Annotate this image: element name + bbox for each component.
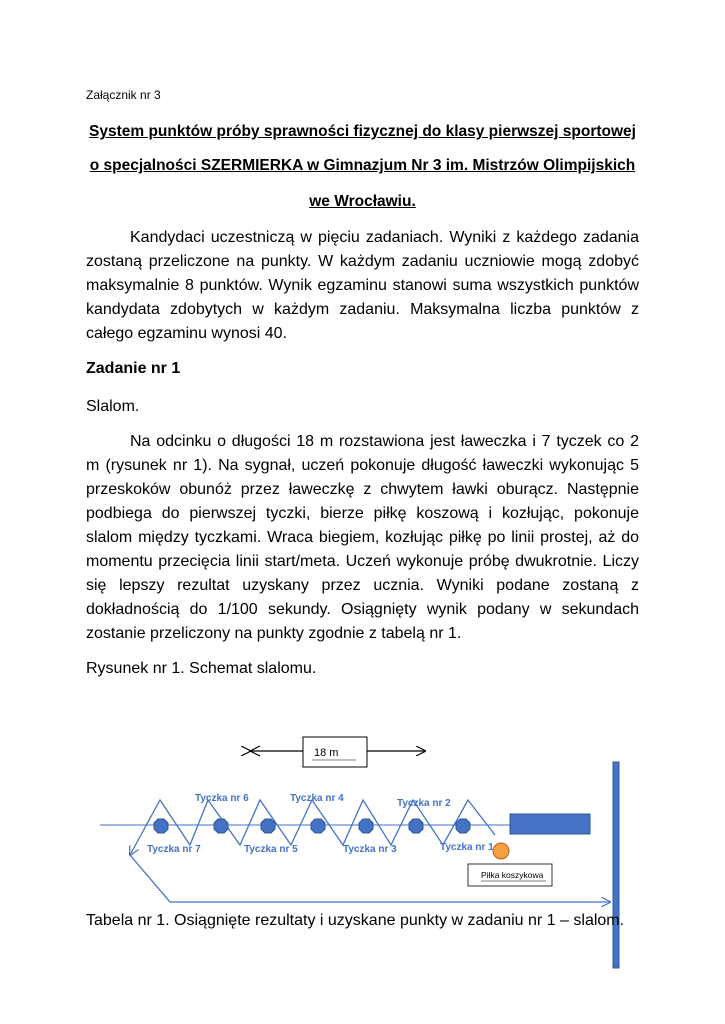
pole-1: [456, 819, 470, 833]
pole-label-4: Tyczka nr 4: [290, 793, 344, 804]
pole-7: [154, 819, 168, 833]
distance-label: 18 m: [314, 747, 339, 759]
figure-caption: Rysunek nr 1. Schemat slalomu.: [86, 660, 317, 677]
slalom-diagram: [0, 720, 725, 980]
pole-label-6: Tyczka nr 6: [195, 793, 249, 804]
pole-5: [261, 819, 275, 833]
pole-6: [214, 819, 228, 833]
attachment-label: Załącznik nr 3: [86, 88, 161, 102]
title-line-1: System punktów próby sprawności fizycznej do klasy pierwszej sportowej: [89, 123, 636, 140]
pole-label-3: Tyczka nr 3: [343, 844, 397, 855]
task1-name: Slalom.: [86, 398, 140, 415]
pole-label-2: Tyczka nr 2: [397, 798, 451, 809]
pole-label-1: Tyczka nr 1: [440, 842, 494, 853]
task1-description-paragraph: [86, 430, 639, 646]
pole-label-5: Tyczka nr 5: [244, 844, 298, 855]
pole-2: [409, 819, 423, 833]
task1-description: Na odcinku o długości 18 m rozstawiona jest ławeczka i 7 tyczek co 2 m (rysunek nr 1). Na sygnał, uczeń pokonuje długość ławeczki wykonując 5 przeskoków obunóż przez ławeczkę z chwytem ławki oburącz. Następnie podbiega do pierwszej tyczki, bierze piłkę koszową i kozłując, pokonuje slalom między tyczkami. Wraca biegiem, kozłując piłkę po linii prostej, aż do momentu przecięcia linii start/meta. Uczeń wykonuje próbę dwukrotnie. Liczy się lepszy rezultat uzyskany przez ucznia. Wyniki podane zostaną z dokładnością do 1/100 sekundy. Osiągnięty wynik podany w sekundach zostanie przeliczony na punkty zgodnie z tabelą nr 1.: [86, 433, 639, 642]
intro-paragraph: [86, 226, 639, 346]
start-finish-line: [613, 762, 619, 968]
ball-label: Piłka koszykowa: [481, 870, 544, 880]
task1-heading: Zadanie nr 1: [86, 360, 181, 377]
pole-3: [359, 819, 373, 833]
pole-4: [311, 819, 325, 833]
intro-text: Kandydaci uczestniczą w pięciu zadaniach. Wyniki z każdego zadania zostaną przeliczone na punkty. W każdym zadaniu uczniowie mogą zdobyć maksymalnie 8 punktów. Wynik egzaminu stanowi suma wszystkich punktów kandydata zdobytych w każdym zadaniu. Maksymalna liczba punktów z całego egzaminu wynosi 40.: [86, 229, 639, 342]
title-line-3: we Wrocławiu.: [309, 193, 416, 210]
bench: [510, 814, 590, 834]
pole-label-7: Tyczka nr 7: [147, 844, 201, 855]
table-caption: Tabela nr 1. Osiągnięte rezultaty i uzyskane punkty w zadaniu nr 1 – slalom.: [86, 912, 625, 929]
basketball: [493, 843, 509, 859]
title-line-2: o specjalności SZERMIERKA w Gimnazjum Nr 3 im. Mistrzów Olimpijskich: [89, 157, 636, 174]
